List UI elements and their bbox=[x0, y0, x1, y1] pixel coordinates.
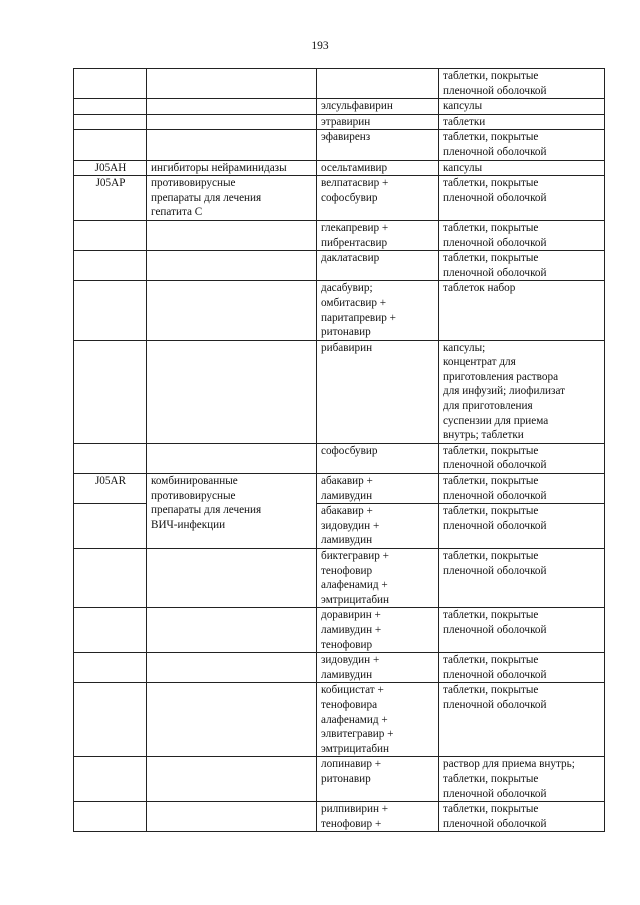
drug-name-cell bbox=[317, 504, 439, 549]
group-line: противовирусные bbox=[151, 177, 236, 190]
table-row bbox=[74, 443, 605, 473]
drug-name-cell bbox=[317, 160, 439, 176]
drug-name-line: доравирин + bbox=[321, 609, 381, 622]
drug-name-cell bbox=[317, 608, 439, 653]
drug-name-line: ламивудин bbox=[321, 534, 373, 547]
drug-name-line: тенофовир bbox=[321, 638, 373, 651]
group-cell bbox=[147, 549, 317, 608]
dosage-form-line: таблетки, покрытые bbox=[443, 221, 539, 234]
group-line: ВИЧ-инфекции bbox=[151, 518, 226, 531]
dosage-form-line: раствор для приема внутрь; bbox=[443, 758, 575, 771]
drug-name-cell bbox=[317, 176, 439, 221]
dosage-form-cell bbox=[439, 160, 605, 176]
table-row bbox=[74, 683, 605, 757]
drug-name-line: осельтамивир bbox=[321, 161, 388, 174]
drug-name-line: элвитегравир + bbox=[321, 728, 394, 741]
drug-name-line: зидовудин + bbox=[321, 654, 380, 667]
table-row bbox=[74, 281, 605, 340]
drug-name-line: кобицистат + bbox=[321, 684, 384, 697]
table-row bbox=[74, 549, 605, 608]
dosage-form-line: таблетки, покрытые bbox=[443, 252, 539, 265]
dosage-form-cell bbox=[439, 757, 605, 802]
drug-name-cell bbox=[317, 130, 439, 160]
drug-name-cell bbox=[317, 443, 439, 473]
atc-code-cell bbox=[74, 281, 147, 340]
table-row bbox=[74, 653, 605, 683]
group-cell bbox=[147, 69, 317, 99]
atc-code-cell bbox=[74, 220, 147, 250]
drug-name-line: рибавирин bbox=[321, 341, 373, 354]
dosage-form-line: таблетки, покрытые bbox=[443, 444, 539, 457]
group-cell bbox=[147, 474, 317, 549]
drug-name-line: зидовудин + bbox=[321, 519, 380, 532]
drug-name-line: паритапревир + bbox=[321, 311, 396, 324]
atc-code-cell: J05AP bbox=[74, 176, 147, 221]
dosage-form-line: внутрь; таблетки bbox=[443, 429, 524, 442]
dosage-form-line: таблетки, покрытые bbox=[443, 177, 539, 190]
table-row bbox=[74, 340, 605, 443]
dosage-form-line: таблетки, покрытые bbox=[443, 505, 539, 518]
atc-code-cell bbox=[74, 340, 147, 443]
drug-name-line: даклатасвир bbox=[321, 252, 380, 265]
dosage-form-line: таблетки, покрытые bbox=[443, 550, 539, 562]
dosage-form-line: пленочной оболочкой bbox=[443, 698, 547, 711]
dosage-form-cell bbox=[439, 474, 605, 504]
group-cell bbox=[147, 220, 317, 250]
dosage-form-line: таблетки, покрытые bbox=[443, 475, 539, 488]
atc-code-cell: J05AH bbox=[74, 160, 147, 176]
dosage-form-cell bbox=[439, 608, 605, 653]
drug-name-cell bbox=[317, 114, 439, 130]
atc-code-cell bbox=[74, 549, 147, 608]
table-row bbox=[74, 99, 605, 115]
group-line: препараты для лечения bbox=[151, 504, 262, 517]
table-row bbox=[74, 220, 605, 250]
dosage-form-cell bbox=[439, 220, 605, 250]
atc-code-cell bbox=[74, 69, 147, 99]
dosage-form-cell bbox=[439, 443, 605, 473]
group-line: препараты для лечения bbox=[151, 191, 262, 204]
dosage-form-cell bbox=[439, 176, 605, 221]
drug-name-cell bbox=[317, 653, 439, 683]
group-cell bbox=[147, 114, 317, 130]
dosage-form-cell bbox=[439, 251, 605, 281]
drug-name-line: биктегравир + bbox=[321, 550, 389, 562]
atc-code-cell bbox=[74, 114, 147, 130]
drug-name-line: ритонавир bbox=[321, 772, 371, 785]
drug-name-line: элсульфавирин bbox=[321, 100, 393, 113]
drug-name-line: ламивудин bbox=[321, 489, 373, 502]
table-row bbox=[74, 114, 605, 130]
drug-name-cell bbox=[317, 549, 439, 608]
group-cell bbox=[147, 130, 317, 160]
dosage-form-line: суспензии для приема bbox=[443, 414, 549, 427]
drug-name-line: эмтрицитабин bbox=[321, 593, 390, 606]
table-row bbox=[74, 130, 605, 160]
drug-table-body bbox=[74, 69, 605, 832]
drug-name-line: ритонавир bbox=[321, 326, 371, 339]
drug-name-line: софосбувир bbox=[321, 191, 378, 204]
dosage-form-cell bbox=[439, 683, 605, 757]
dosage-form-line: таблеток набор bbox=[443, 282, 516, 295]
atc-code-cell bbox=[74, 608, 147, 653]
dosage-form-line: таблетки, покрытые bbox=[443, 609, 539, 622]
table-row bbox=[74, 251, 605, 281]
dosage-form-line: пленочной оболочкой bbox=[443, 787, 547, 800]
atc-code-cell bbox=[74, 653, 147, 683]
drug-name-line: абакавир + bbox=[321, 505, 373, 518]
page-number: 193 bbox=[311, 40, 329, 52]
dosage-form-line: таблетки, покрытые bbox=[443, 131, 539, 144]
drug-name-line: алафенамид + bbox=[321, 579, 388, 592]
dosage-form-line: приготовления раствора bbox=[443, 370, 559, 383]
table-row bbox=[74, 608, 605, 653]
group-cell bbox=[147, 683, 317, 757]
drug-name-line: алафенамид + bbox=[321, 713, 388, 726]
atc-code-cell bbox=[74, 130, 147, 160]
drug-name-line: рилпивирин + bbox=[321, 803, 389, 816]
group-cell bbox=[147, 802, 317, 832]
table-row bbox=[74, 802, 605, 832]
dosage-form-line: пленочной оболочкой bbox=[443, 668, 547, 681]
dosage-form-cell bbox=[439, 69, 605, 99]
group-cell bbox=[147, 281, 317, 340]
drug-name-line: этравирин bbox=[321, 115, 371, 128]
dosage-form-line: пленочной оболочкой bbox=[443, 817, 547, 830]
dosage-form-cell bbox=[439, 549, 605, 608]
dosage-form-line: концентрат для bbox=[443, 356, 516, 369]
atc-code-cell: J05AR bbox=[74, 474, 147, 504]
drug-name-line: лопинавир + bbox=[321, 758, 382, 771]
dosage-form-line: пленочной оболочкой bbox=[443, 564, 547, 577]
drug-name-cell bbox=[317, 340, 439, 443]
drug-name-line: тенофовир bbox=[321, 564, 373, 577]
drug-name-line: велпатасвир + bbox=[321, 177, 389, 190]
group-line: ингибиторы нейраминидазы bbox=[151, 161, 287, 174]
atc-code-cell bbox=[74, 99, 147, 115]
dosage-form-cell bbox=[439, 653, 605, 683]
drug-name-line: омбитасвир + bbox=[321, 296, 387, 309]
dosage-form-line: пленочной оболочкой bbox=[443, 489, 547, 502]
dosage-form-line: пленочной оболочкой bbox=[443, 519, 547, 532]
drug-name-cell bbox=[317, 99, 439, 115]
drug-name-cell bbox=[317, 683, 439, 757]
dosage-form-line: таблетки, покрытые bbox=[443, 684, 539, 697]
dosage-form-cell bbox=[439, 281, 605, 340]
atc-code-cell bbox=[74, 802, 147, 832]
group-cell bbox=[147, 757, 317, 802]
drug-name-cell bbox=[317, 281, 439, 340]
drug-name-line: тенофовира bbox=[321, 698, 378, 711]
drug-name-cell bbox=[317, 474, 439, 504]
dosage-form-cell bbox=[439, 504, 605, 549]
drug-name-line: тенофовир + bbox=[321, 817, 382, 830]
dosage-form-line: таблетки, покрытые bbox=[443, 772, 539, 785]
dosage-form-line: пленочной оболочкой bbox=[443, 623, 547, 636]
drug-name-line: софосбувир bbox=[321, 444, 378, 457]
drug-name-cell bbox=[317, 69, 439, 99]
dosage-form-line: пленочной оболочкой bbox=[443, 191, 547, 204]
dosage-form-line: пленочной оболочкой bbox=[443, 266, 547, 279]
group-cell bbox=[147, 99, 317, 115]
drug-name-line: ламивудин + bbox=[321, 623, 382, 636]
dosage-form-line: таблетки, покрытые bbox=[443, 70, 539, 82]
table-row bbox=[74, 176, 605, 221]
drug-name-cell bbox=[317, 757, 439, 802]
dosage-form-cell bbox=[439, 99, 605, 115]
atc-code-cell bbox=[74, 504, 147, 549]
atc-code-cell bbox=[74, 443, 147, 473]
atc-code-cell bbox=[74, 251, 147, 281]
table-row bbox=[74, 757, 605, 802]
dosage-form-line: пленочной оболочкой bbox=[443, 145, 547, 158]
atc-code-cell bbox=[74, 683, 147, 757]
group-cell bbox=[147, 160, 317, 176]
table-row bbox=[74, 160, 605, 176]
drug-name-line: эфавиренз bbox=[321, 131, 371, 144]
table-row bbox=[74, 69, 605, 99]
dosage-form-cell bbox=[439, 114, 605, 130]
atc-code-cell bbox=[74, 757, 147, 802]
dosage-form-line: таблетки, покрытые bbox=[443, 654, 539, 667]
dosage-form-line: капсулы; bbox=[443, 341, 486, 354]
group-cell bbox=[147, 251, 317, 281]
dosage-form-line: для инфузий; лиофилизат bbox=[443, 385, 566, 398]
group-cell bbox=[147, 176, 317, 221]
drug-name-cell bbox=[317, 802, 439, 832]
dosage-form-line: капсулы bbox=[443, 161, 483, 174]
drug-name-line: глекапревир + bbox=[321, 221, 389, 234]
drug-name-line: дасабувир; bbox=[321, 282, 373, 295]
drug-name-line: абакавир + bbox=[321, 475, 373, 488]
dosage-form-cell bbox=[439, 340, 605, 443]
dosage-form-line: пленочной оболочкой bbox=[443, 459, 547, 472]
drug-name-line: пибрентасвир bbox=[321, 236, 388, 249]
drug-name-line: ламивудин bbox=[321, 668, 373, 681]
dosage-form-cell bbox=[439, 130, 605, 160]
dosage-form-line: пленочной оболочкой bbox=[443, 236, 547, 249]
dosage-form-line: для приготовления bbox=[443, 400, 533, 413]
group-cell bbox=[147, 653, 317, 683]
dosage-form-line: таблетки, покрытые bbox=[443, 803, 539, 816]
group-cell bbox=[147, 443, 317, 473]
dosage-form-line: пленочной оболочкой bbox=[443, 84, 547, 97]
dosage-form-line: капсулы bbox=[443, 100, 483, 113]
group-line: гепатита С bbox=[151, 206, 203, 219]
group-cell bbox=[147, 340, 317, 443]
drug-name-cell bbox=[317, 251, 439, 281]
group-cell bbox=[147, 608, 317, 653]
dosage-form-line: таблетки bbox=[443, 115, 486, 128]
drug-name-cell bbox=[317, 220, 439, 250]
drug-table bbox=[73, 68, 605, 832]
drug-name-line: эмтрицитабин bbox=[321, 742, 390, 755]
group-line: комбинированные bbox=[151, 475, 238, 488]
table-row bbox=[74, 474, 605, 504]
group-line: противовирусные bbox=[151, 489, 236, 502]
dosage-form-cell bbox=[439, 802, 605, 832]
